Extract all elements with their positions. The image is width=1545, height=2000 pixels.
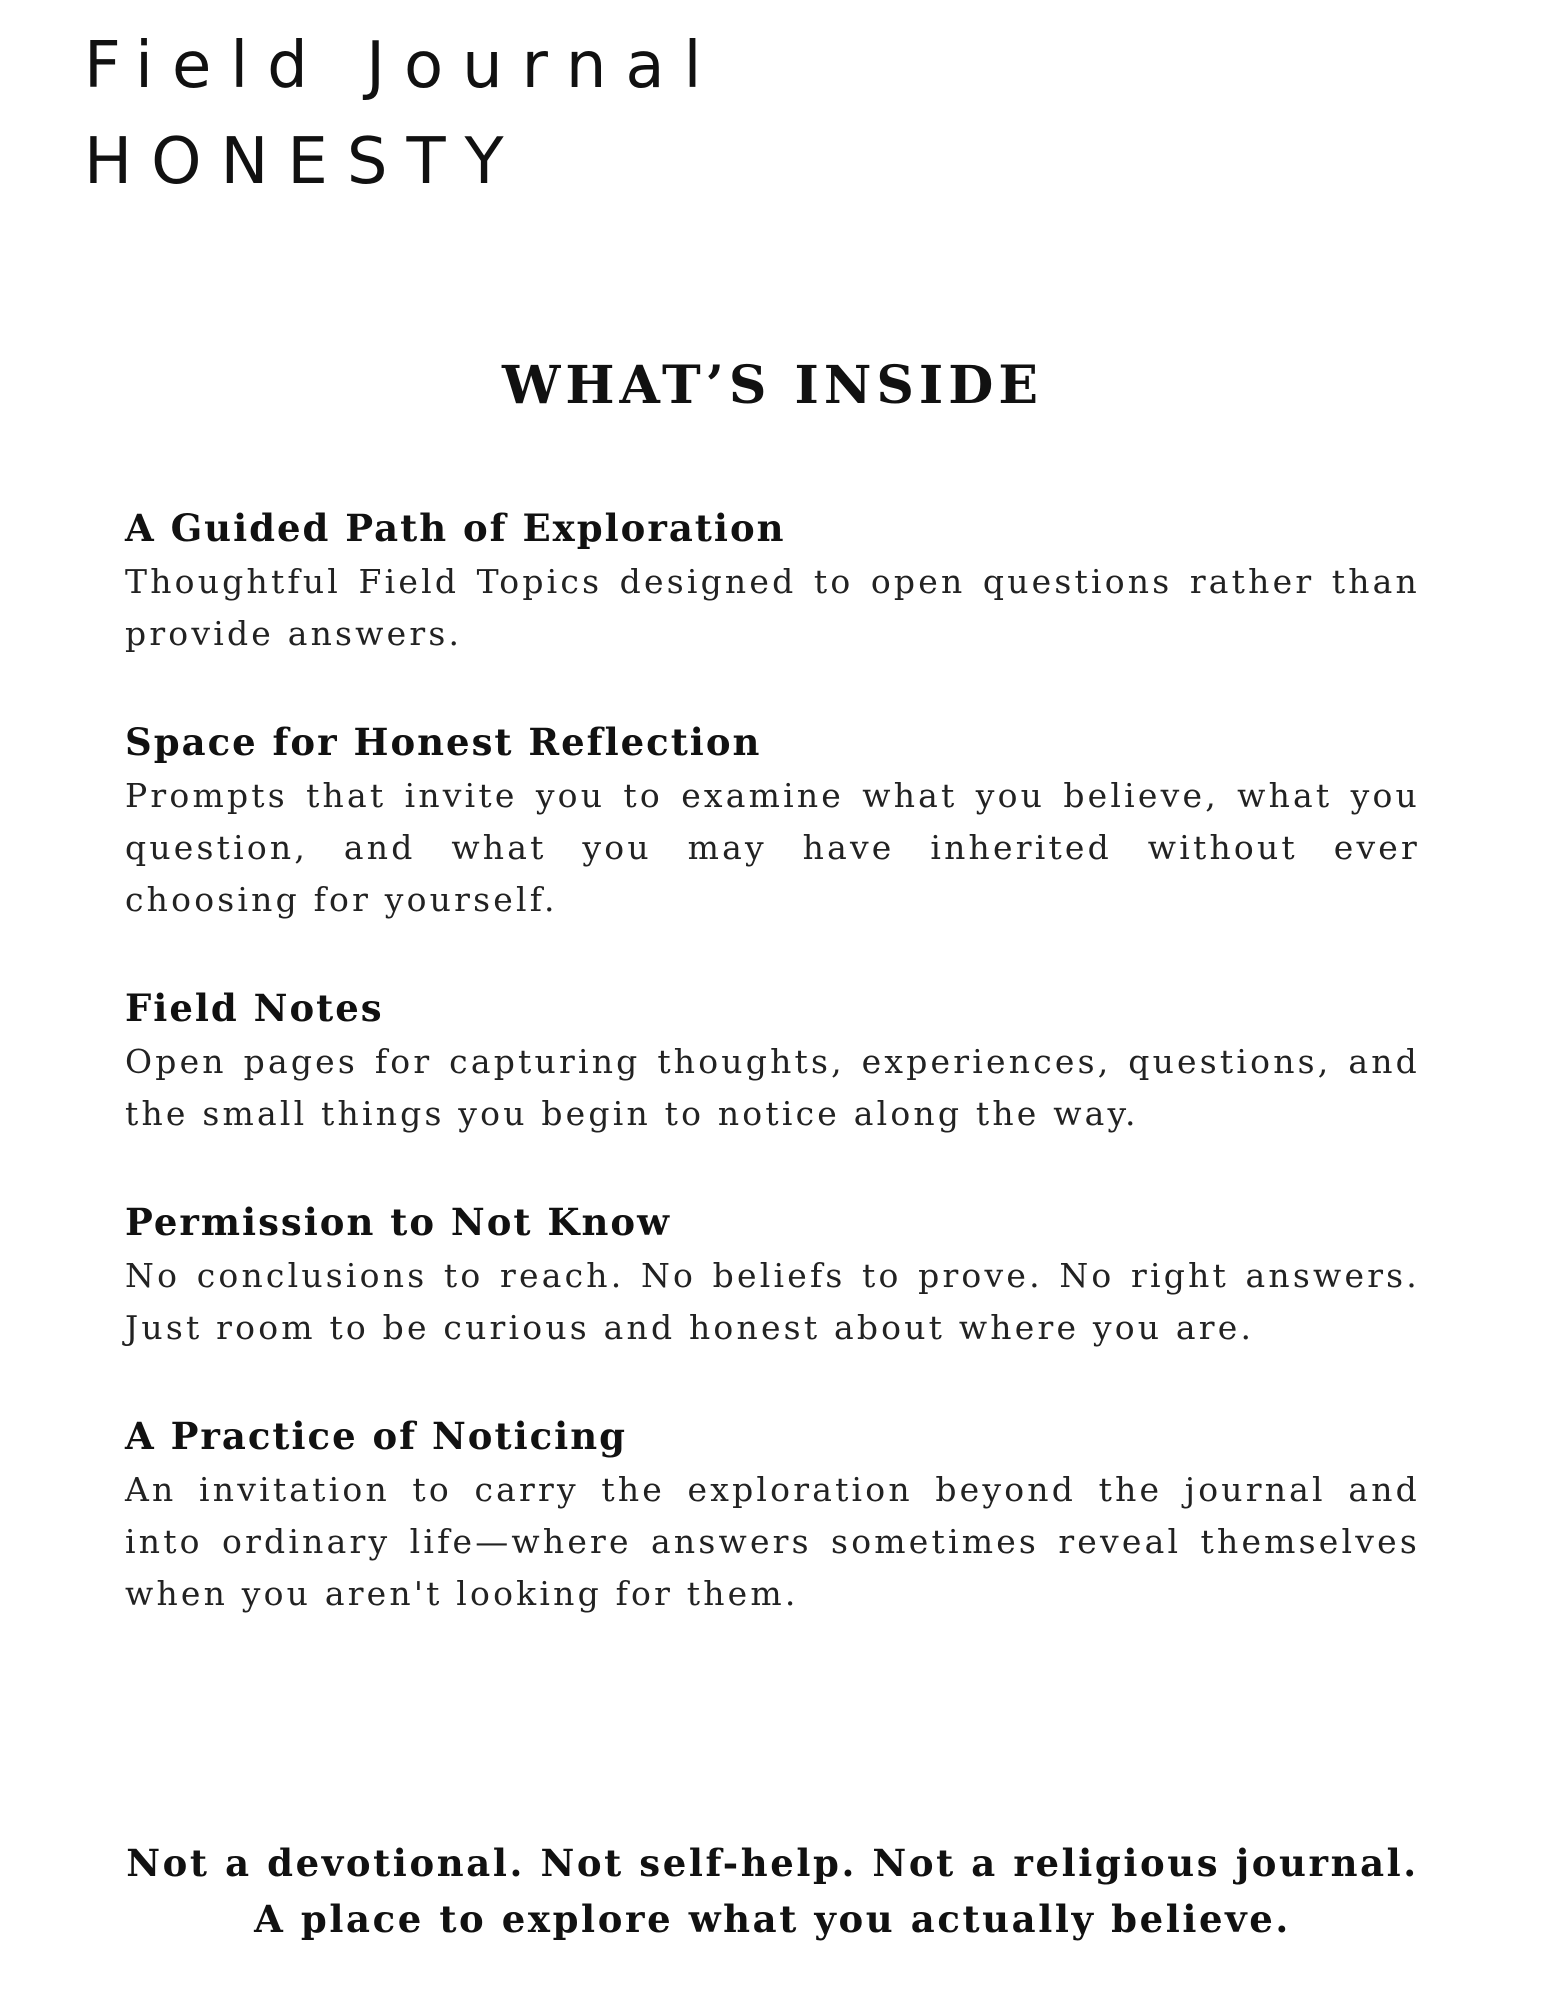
section-body: Prompts that invite you to examine what you believe, what you question, and what you may have inherited without ever choosing for yourself. <box>125 776 1420 919</box>
section-title: Field Notes <box>125 986 384 1030</box>
journal-title-line1: Field Journal <box>84 29 721 103</box>
section-title: A Guided Path of Exploration <box>125 506 786 550</box>
section-practice-noticing <box>125 1408 1420 1620</box>
section-body: Thoughtful Field Topics designed to open questions rather than provide answers. <box>125 562 1420 653</box>
section-title: Permission to Not Know <box>125 1200 671 1244</box>
section-guided-path <box>125 500 1420 660</box>
tagline <box>0 1835 1545 1947</box>
tagline-line2: A place to explore what you actually believe. <box>254 1897 1291 1941</box>
section-field-notes <box>125 980 1420 1140</box>
journal-title-line2: HONESTY <box>84 125 523 199</box>
page-heading: WHAT’S INSIDE <box>502 355 1043 416</box>
tagline-line1: Not a devotional. Not self-help. Not a religious journal. <box>126 1841 1419 1885</box>
section-honest-reflection <box>125 714 1420 926</box>
section-permission-not-know <box>125 1194 1420 1354</box>
section-body: Open pages for capturing thoughts, experiences, questions, and the small things you begin to notice along the way. <box>125 1042 1420 1133</box>
section-body: An invitation to carry the exploration beyond the journal and into ordinary life—where answers sometimes reveal themselves when you aren't looking for them. <box>125 1470 1420 1613</box>
section-title: Space for Honest Reflection <box>125 720 762 764</box>
contents-list <box>125 500 1420 1674</box>
section-title: A Practice of Noticing <box>125 1414 627 1458</box>
section-body: No conclusions to reach. No beliefs to prove. No right answers. Just room to be curious and honest about where you are. <box>125 1256 1420 1347</box>
journal-title <box>84 18 720 210</box>
